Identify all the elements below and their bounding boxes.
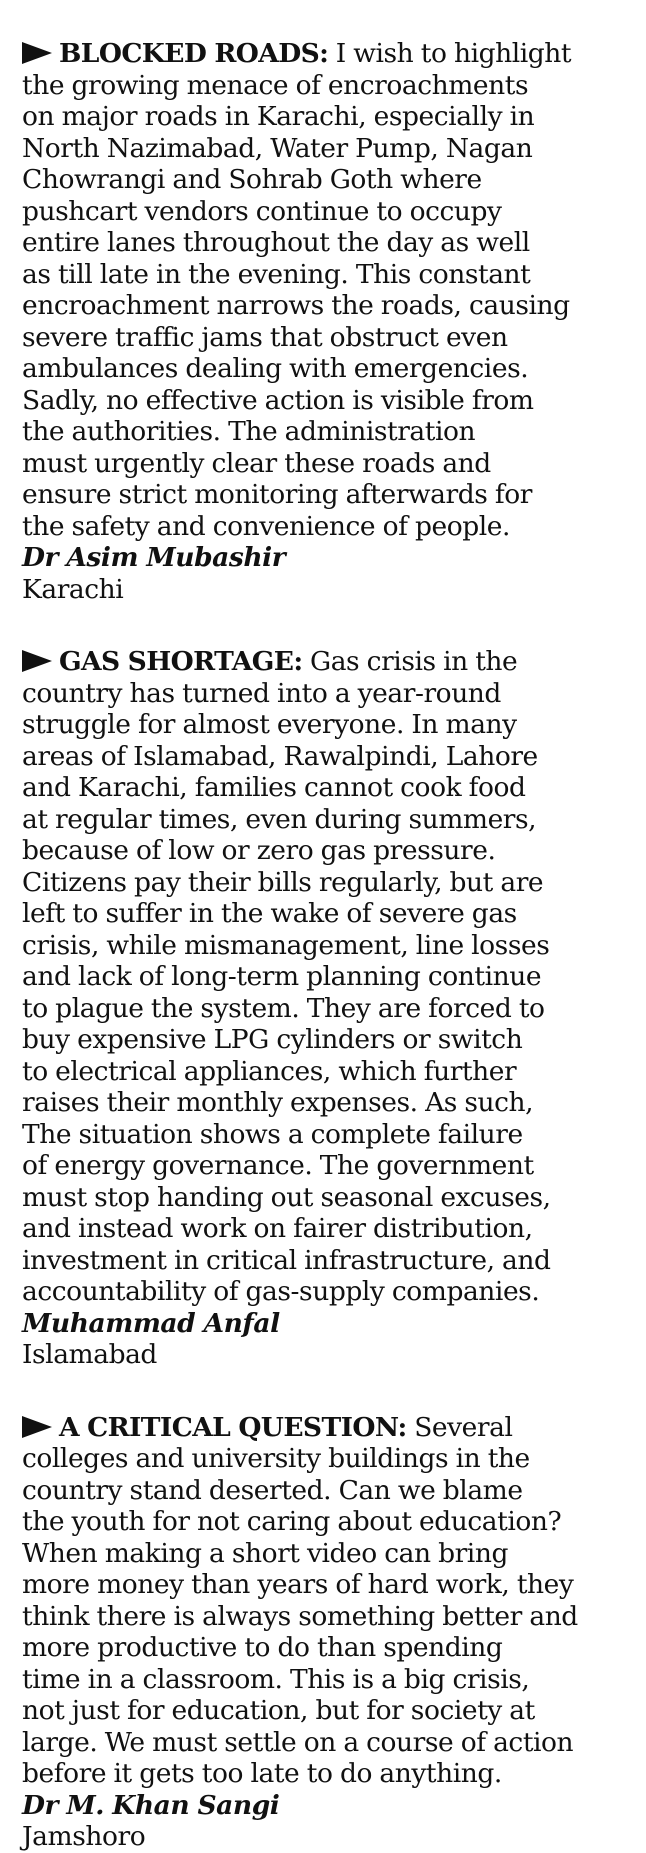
letter-text-line: investment in critical infrastructure, and — [22, 1244, 551, 1276]
letter-text-line: must stop handing out seasonal excuses, — [22, 1181, 551, 1213]
letter-text-line: on major roads in Karachi, especially in — [22, 101, 535, 132]
letter-city: Islamabad — [22, 1339, 157, 1370]
letter-text-line: ensure strict monitoring afterwards for — [22, 479, 532, 510]
letter-text-line: of energy governance. The government — [22, 1150, 534, 1181]
letter-text-line: the safety and convenience of people. — [22, 510, 510, 542]
letter-text-line: and Karachi, families cannot cook food — [22, 772, 526, 803]
letter-text-line: colleges and university buildings in the — [22, 1443, 530, 1474]
letter-first-line — [22, 1412, 630, 1444]
letter-gas-shortage — [22, 646, 630, 1371]
letter-text-line: I wish to highlight — [328, 38, 572, 69]
letter-critical-question — [22, 1412, 630, 1853]
letter-text-line: must urgently clear these roads and — [22, 447, 491, 479]
letter-text-line: the authorities. The administration — [22, 416, 476, 447]
letter-text-line: Sadly, no effective action is visible from — [22, 384, 534, 416]
letter-text-line: think there is always something better and — [22, 1600, 578, 1632]
letter-text-line: North Nazimabad, Water Pump, Nagan — [22, 132, 533, 164]
letter-text-line: to electrical appliances, which further — [22, 1055, 517, 1087]
letter-text-line: the youth for not caring about education? — [22, 1506, 562, 1537]
letter-text-line: country stand deserted. Can we blame — [22, 1474, 523, 1506]
letter-first-line — [22, 646, 630, 678]
letter-blocked-roads — [22, 38, 630, 605]
letter-text-line: Several — [406, 1411, 513, 1443]
arrow-bullet-icon — [22, 1416, 52, 1438]
letter-heading: A CRITICAL QUESTION: — [59, 1411, 407, 1443]
letter-text-line: Citizens pay their bills regularly, but are — [22, 866, 544, 898]
letter-heading: BLOCKED ROADS: — [59, 38, 329, 69]
letter-text-line: before it gets too late to do anything. — [22, 1758, 502, 1789]
letter-text-line: not just for education, but for society at — [22, 1695, 535, 1726]
letter-text-line: as till late in the evening. This constant — [22, 258, 531, 290]
letter-author: Muhammad Anfal — [22, 1307, 280, 1339]
letter-text-line: buy expensive LPG cylinders or switch — [22, 1024, 523, 1055]
letter-text-line: raises their monthly expenses. As such, — [22, 1087, 534, 1118]
letter-text-line: at regular times, even during summers, — [22, 803, 537, 835]
letter-text-line: large. We must settle on a course of action — [22, 1726, 574, 1758]
letter-text-line: Chowrangi and Sohrab Goth where — [22, 164, 482, 195]
letter-text-line: and instead work on fairer distribution, — [22, 1213, 533, 1244]
letter-text-line: areas of Islamabad, Rawalpindi, Lahore — [22, 740, 538, 772]
letter-text-line: and lack of long-term planning continue — [22, 961, 542, 992]
letter-text-line: left to suffer in the wake of severe gas — [22, 898, 517, 929]
letter-text-line: more money than years of hard work, they — [22, 1569, 574, 1600]
letter-heading: GAS SHORTAGE: — [59, 646, 303, 677]
arrow-bullet-icon — [22, 650, 52, 672]
letter-first-line — [22, 38, 630, 70]
letter-author: Dr Asim Mubashir — [22, 542, 286, 573]
letter-text-line: Gas crisis in the — [302, 646, 518, 677]
letter-text-line: the growing menace of encroachments — [22, 69, 529, 101]
letter-author: Dr M. Khan Sangi — [22, 1789, 280, 1821]
letter-text-line: accountability of gas-supply companies. — [22, 1276, 540, 1307]
letter-text-line: crisis, while mismanagement, line losses — [22, 929, 550, 961]
letter-text-line: ambulances dealing with emergencies. — [22, 353, 529, 384]
arrow-bullet-icon — [22, 42, 52, 64]
letter-city: Karachi — [22, 573, 124, 605]
letter-text-line: When making a short video can bring — [22, 1537, 508, 1569]
letter-text-line: to plague the system. They are forced to — [22, 992, 545, 1024]
letter-text-line: entire lanes throughout the day as well — [22, 227, 530, 258]
letter-text-line: severe traffic jams that obstruct even — [22, 321, 508, 353]
letter-text-line: more productive to do than spending — [22, 1632, 503, 1663]
letter-text-line: time in a classroom. This is a big crisis, — [22, 1663, 530, 1695]
letter-city: Jamshoro — [22, 1821, 146, 1852]
letter-text-line: country has turned into a year-round — [22, 677, 501, 709]
letter-text-line: pushcart vendors continue to occupy — [22, 195, 502, 227]
letter-text-line: The situation shows a complete failure — [22, 1118, 523, 1150]
letter-text-line: because of low or zero gas pressure. — [22, 835, 496, 866]
letter-text-line: encroachment narrows the roads, causing — [22, 290, 570, 321]
letter-text-line: struggle for almost everyone. In many — [22, 709, 517, 740]
